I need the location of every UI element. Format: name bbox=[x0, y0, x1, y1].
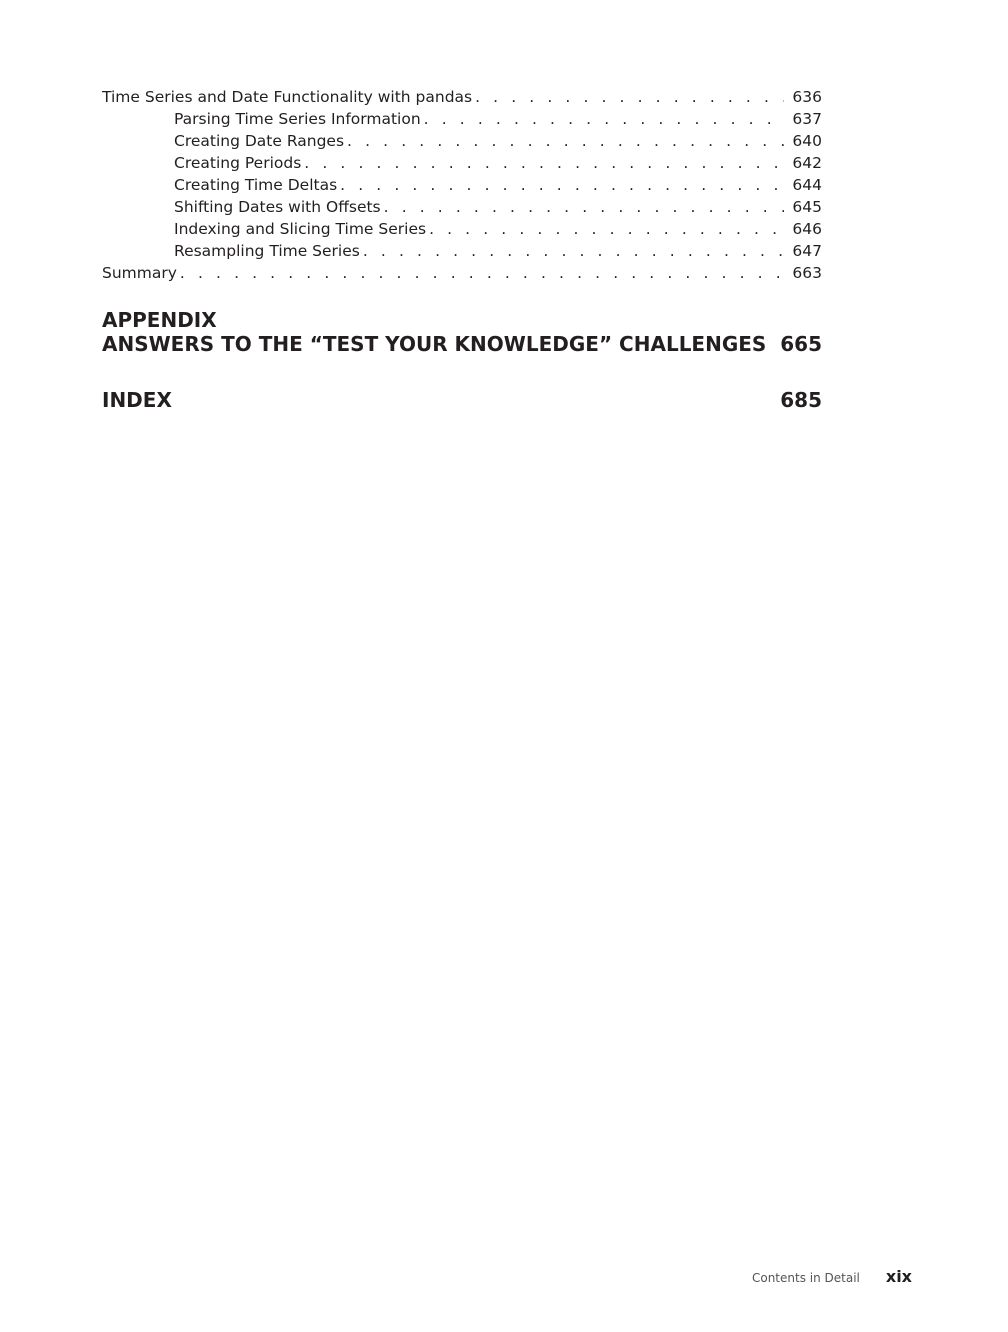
dot-leader bbox=[429, 218, 784, 240]
toc-entry-label: Resampling Time Series bbox=[174, 242, 360, 260]
toc-entry[interactable] bbox=[102, 86, 822, 108]
toc-list bbox=[102, 86, 822, 284]
toc-entry-page: 644 bbox=[792, 176, 822, 194]
toc-entry-label: Creating Periods bbox=[174, 154, 302, 172]
toc-subentry[interactable] bbox=[102, 174, 822, 196]
toc-subentry[interactable] bbox=[102, 240, 822, 262]
toc-subentry[interactable] bbox=[102, 218, 822, 240]
toc-entry-page: 647 bbox=[792, 242, 822, 260]
appendix-section[interactable] bbox=[102, 308, 822, 356]
toc-subentry[interactable] bbox=[102, 108, 822, 130]
toc-entry[interactable] bbox=[102, 262, 822, 284]
toc-entry-label: Summary bbox=[102, 264, 177, 282]
page-footer bbox=[752, 1267, 912, 1286]
dot-leader bbox=[304, 152, 784, 174]
toc-entry-label: Time Series and Date Functionality with pandas bbox=[102, 88, 473, 106]
toc-entry-label: Indexing and Slicing Time Series bbox=[174, 220, 427, 238]
toc-entry-label: Creating Date Ranges bbox=[174, 132, 345, 150]
toc-subentry[interactable] bbox=[102, 130, 822, 152]
index-section[interactable] bbox=[102, 388, 822, 412]
running-footer-label: Contents in Detail bbox=[751, 1271, 860, 1285]
toc-entry-page: 645 bbox=[792, 198, 822, 216]
appendix-page: 665 bbox=[780, 332, 822, 356]
dot-leader bbox=[475, 86, 784, 108]
toc-entry-label: Shifting Dates with Offsets bbox=[174, 198, 381, 216]
dot-leader bbox=[347, 130, 784, 152]
toc-entry-page: 642 bbox=[792, 154, 822, 172]
dot-leader bbox=[424, 108, 785, 130]
toc-entry-page: 646 bbox=[792, 220, 822, 238]
index-title: INDEX bbox=[102, 388, 172, 412]
toc-entry-page: 636 bbox=[792, 88, 822, 106]
index-page: 685 bbox=[780, 388, 822, 412]
toc-entry-page: 640 bbox=[792, 132, 822, 150]
toc-entry-label: Parsing Time Series Information bbox=[174, 110, 421, 128]
page-number: xix bbox=[885, 1267, 912, 1286]
dot-leader bbox=[384, 196, 785, 218]
dot-leader bbox=[180, 262, 785, 284]
dot-leader bbox=[340, 174, 784, 196]
toc-subentry[interactable] bbox=[102, 152, 822, 174]
appendix-title: ANSWERS TO THE “TEST YOUR KNOWLEDGE” CHALLENGES bbox=[102, 332, 767, 356]
toc-subentry[interactable] bbox=[102, 196, 822, 218]
appendix-heading: APPENDIX bbox=[102, 308, 217, 332]
toc-entry-label: Creating Time Deltas bbox=[174, 176, 338, 194]
toc-entry-page: 663 bbox=[792, 264, 822, 282]
dot-leader bbox=[363, 240, 785, 262]
toc-entry-page: 637 bbox=[792, 110, 822, 128]
